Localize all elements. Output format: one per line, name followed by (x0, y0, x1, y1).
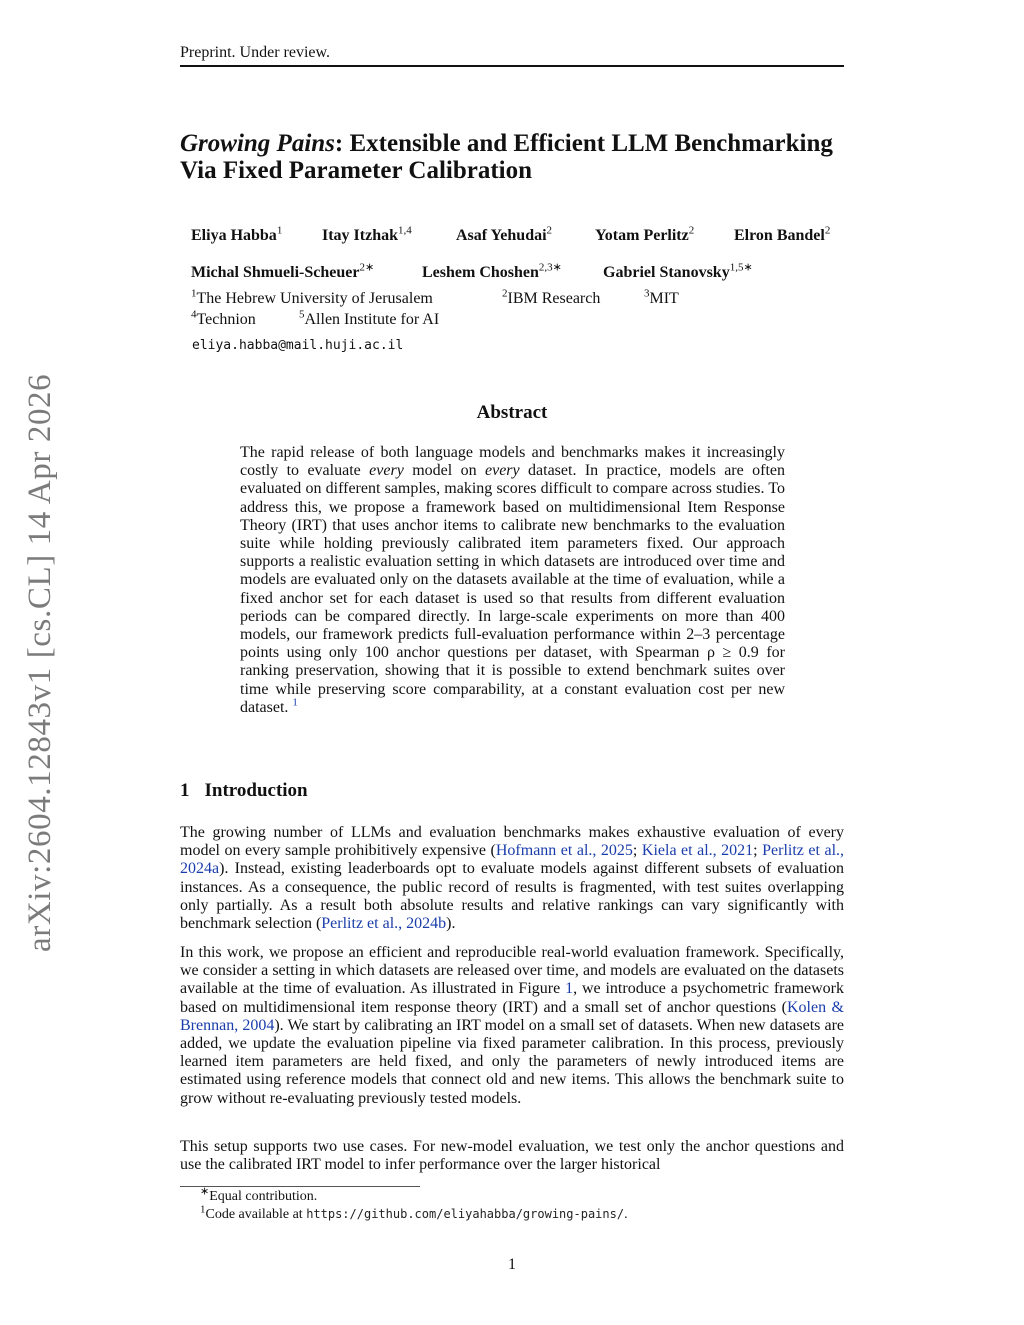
affiliation: $^3$MIT (644, 287, 679, 307)
abstract-heading: Abstract (476, 402, 548, 423)
code-url-link[interactable]: https://github.com/eliyahabba/growing-pains/ (306, 1207, 625, 1221)
author: Gabriel Stanovsky$^{1,5∗}$ (603, 261, 753, 281)
abstract-body: The rapid release of both language models and benchmarks makes it increasingly costly to evaluate every model on every dataset. In practice, models are often evaluated on different samples, making scores difficult to compare across studies. To address this, we propose a framework based on multidimensional Item Response Theory (IRT) that uses anchor items to calibrate new benchmarks to the evaluation suite while holding previously calibrated item parameters fixed. Our approach supports a realistic evaluation setting in which datasets are introduced over time and models are evaluated only on the datasets available at the time of evaluation, while a fixed anchor set for each dataset is used so that results from different evaluation periods can be compared directly. In large-scale experiments on more than 400 models, our framework predicts full-evaluation performance within 2–3 percentage points using only 100 anchor questions per dataset, with Spearman ρ ≥ 0.9 for ranking preservation, showing that it is possible to extend benchmark suites over time while preserving score comparability, at a constant evaluation cost per new dataset. $^1$ (240, 444, 786, 716)
footnote-equal-contribution: ∗Equal contribution. (200, 1185, 318, 1204)
footnote-link[interactable]: 1 (292, 696, 298, 709)
author: Eliya Habba$^1$ (191, 224, 283, 244)
citation-link[interactable]: Kolen & Brennan, 2004 (180, 998, 844, 1034)
author: Itay Itzhak$^{1,4}$ (322, 224, 412, 244)
citation-link[interactable]: Perlitz et al., 2024a (180, 842, 845, 878)
intro-paragraph-1: The growing number of LLMs and evaluation benchmarks makes exhaustive evaluation of every model on every sample prohibitively expensive (Hofmann et al., 2025; Kiela et al., 2021; Perlitz et al., 2024a). Instead, existing leaderboards opt to evaluate models against different subsets of evaluation instances. As a consequence, the public record of results is fragmented, with test suites overlapping only partially. As a result both absolute results and relative rankings can vary significantly with benchmark selection (Perlitz et al., 2024b). (180, 824, 845, 933)
author: Leshem Choshen$^{2,3∗}$ (422, 261, 562, 281)
author: Yotam Perlitz$^2$ (595, 224, 695, 244)
author: Michal Shmueli-Scheuer$^{2∗}$ (191, 261, 375, 281)
title-line2: Via Fixed Parameter Calibration (180, 157, 533, 184)
page-number: 1 (508, 1256, 516, 1273)
affiliation: $^5$Allen Institute for AI (299, 308, 440, 328)
paper-title (180, 130, 860, 184)
footnote-code: $^1$Code available at https://github.com/eliyahabba/growing-pains/. (200, 1203, 628, 1222)
running-header: Preprint. Under review. (180, 44, 331, 61)
header-rule (180, 65, 844, 67)
figure-ref-link[interactable]: 1 (565, 980, 574, 998)
contact-email[interactable]: eliya.habba@mail.huji.ac.il (192, 338, 404, 353)
title-italic-part: Growing Pains (180, 130, 335, 157)
affiliation: $^1$The Hebrew University of Jerusalem (191, 287, 433, 307)
author: Elron Bandel$^2$ (734, 224, 831, 244)
author: Asaf Yehudai$^2$ (456, 224, 553, 244)
section-heading: 1 Introduction (180, 780, 308, 801)
citation-link[interactable]: Kiela et al., 2021 (641, 842, 754, 860)
intro-paragraph-2: In this work, we propose an efficient and reproducible real-world evaluation framework. Specifically, we consider a setting in which datasets are released over time, and models are evaluated on the datasets available at the time of evaluation. As illustrated in Figure 1, we introduce a psychometric framework based on multidimensional item response theory (IRT) and a small set of anchor questions (Kolen & Brennan, 2004). We start by calibrating an IRT model on a small set of datasets. When new datasets are added, we update the evaluation pipeline via fixed parameter calibration. In this process, previously learned item parameters are held fixed, and only the parameters of newly introduced items are estimated using reference models that connect old and new items. This allows the benchmark suite to grow without re-evaluating previously tested models. (180, 944, 845, 1107)
title-line1-rest: : Extensible and Efficient LLM Benchmarking (334, 130, 833, 157)
arxiv-sidebar-id: arXiv:2604.12843v1 [cs.CL] 14 Apr 2026 (22, 373, 58, 952)
affiliation: $^2$IBM Research (502, 287, 601, 307)
footnote-rule (180, 1186, 420, 1187)
citation-link[interactable]: Hofmann et al., 2025 (495, 842, 633, 860)
affiliation: $^4$Technion (191, 308, 256, 328)
intro-paragraph-3: This setup supports two use cases. For new-model evaluation, we test only the anchor questions and use the calibrated IRT model to infer performance over the larger historical (180, 1138, 844, 1174)
citation-link[interactable]: Perlitz et al., 2024b (321, 915, 447, 933)
